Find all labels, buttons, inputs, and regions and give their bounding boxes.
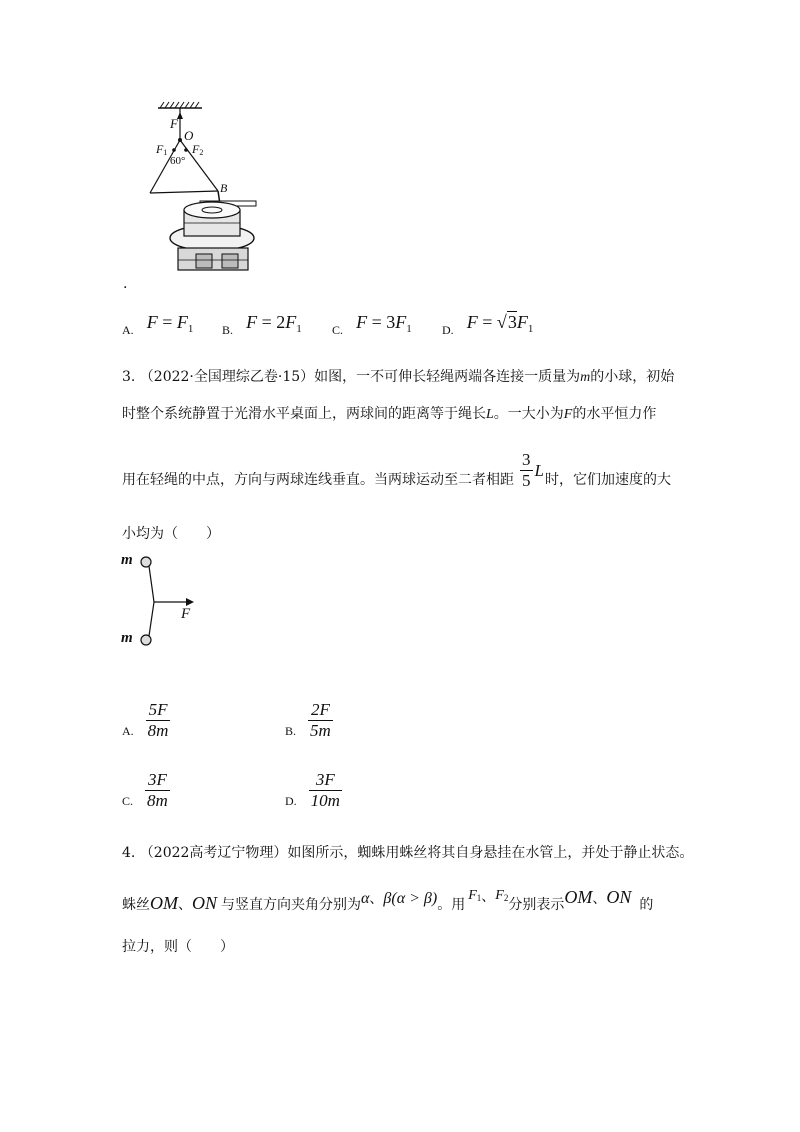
q3-option-a[interactable]: A. $\frac{5F}{8m}$ bbox=[122, 700, 169, 740]
millstone-diagram bbox=[140, 98, 270, 284]
fig1-label-F1: F1 bbox=[156, 142, 168, 157]
stray-dot: . bbox=[123, 276, 128, 292]
q3-option-d[interactable]: D. $\frac{3F}{10m}$ bbox=[285, 770, 340, 810]
q3-line-3: 用在轻绳的中点，方向与两球连线垂直。当两球运动至二者相距 bbox=[122, 472, 514, 488]
q3-option-c[interactable]: C. $\frac{3F}{8m}$ bbox=[122, 770, 168, 810]
q3-option-d-fraction: $\frac{3F}{10m}$ bbox=[310, 770, 340, 810]
fig2-label-m-top: m bbox=[121, 552, 133, 568]
q4-line-1: 4. （2022高考辽宁物理）如图所示，蜘蛛用蛛丝将其自身悬挂在水管上，并处于静止状态。 bbox=[122, 845, 694, 861]
q2-option-d[interactable]: D. $F = √3F_1$ bbox=[442, 312, 534, 337]
q2-option-a-formula: $F = F_1$ bbox=[146, 312, 194, 335]
q3-option-a-fraction: $\frac{5F}{8m}$ bbox=[147, 700, 169, 740]
q3-option-b[interactable]: B. $\frac{2F}{5m}$ bbox=[285, 700, 331, 740]
figure-two-balls bbox=[118, 550, 208, 650]
figure-millstone bbox=[140, 98, 270, 284]
q3-line-2: 时整个系统静置于光滑水平桌面上，两球间的距离等于绳长L。一大小为F的水平恒力作 bbox=[122, 406, 657, 422]
q2-option-b[interactable]: B. $F = 2F_1$ bbox=[222, 312, 302, 337]
q2-option-b-formula: $F = 2F_1$ bbox=[246, 312, 302, 335]
fig1-label-O: O bbox=[184, 128, 194, 143]
q3-line-1: 3. （2022·全国理综乙卷·15）如图，一不可伸长轻绳两端各连接一质量为m的小球，初始 bbox=[122, 369, 675, 385]
fig1-label-angle: 60° bbox=[170, 155, 186, 167]
fig1-label-F: F bbox=[170, 116, 178, 131]
fig2-label-F: F bbox=[181, 606, 191, 622]
fig1-label-F2: F2 bbox=[192, 142, 204, 157]
fig1-label-B: B bbox=[220, 181, 228, 195]
q4-line-2: 蛛丝OM、ON 与竖直方向夹角分别为α、β(α > β)。用F1、F2分别表示OM、ON 的 bbox=[122, 887, 654, 913]
q2-option-a[interactable]: A. $F = F_1$ bbox=[122, 312, 194, 337]
q3-option-b-fraction: $\frac{2F}{5m}$ bbox=[310, 700, 331, 740]
q4-line-3: 拉力，则（ ） bbox=[122, 939, 234, 955]
q3-fraction-3-5-L: $\frac{3}{5}$ L bbox=[522, 450, 544, 490]
q3-line-4: 小均为（ ） bbox=[122, 526, 220, 542]
q3-line-3b: 时，它们加速度的大 bbox=[545, 472, 671, 488]
q2-option-d-formula: $F = √3F_1$ bbox=[466, 312, 534, 335]
q2-option-c[interactable]: C. $F = 3F_1$ bbox=[332, 312, 412, 337]
q3-option-c-fraction: $\frac{3F}{8m}$ bbox=[147, 770, 168, 810]
fig2-label-m-bottom: m bbox=[121, 630, 133, 646]
q2-option-c-formula: $F = 3F_1$ bbox=[356, 312, 412, 335]
